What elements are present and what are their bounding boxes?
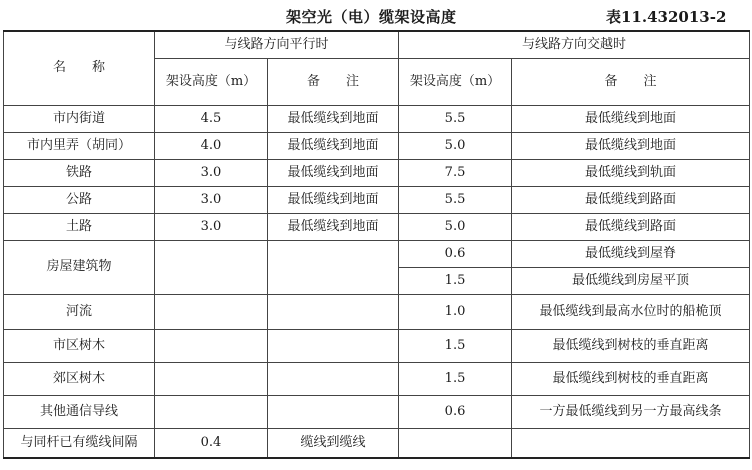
note-parallel: 最低缆线到地面: [268, 213, 399, 240]
header-note-parallel: 备 注: [268, 58, 399, 105]
note-parallel: [268, 240, 399, 294]
height-crossing: 1.5: [399, 329, 512, 362]
row-name: 市内街道: [4, 105, 155, 132]
height-parallel: [155, 240, 268, 294]
row-name: 市区树木: [4, 329, 155, 362]
height-parallel: [155, 329, 268, 362]
height-parallel: 3.0: [155, 213, 268, 240]
note-parallel: [268, 395, 399, 428]
height-crossing: 7.5: [399, 159, 512, 186]
height-crossing: 5.0: [399, 213, 512, 240]
row-name: 郊区树木: [4, 362, 155, 395]
row-name: 铁路: [4, 159, 155, 186]
header-note-crossing: 备 注: [512, 58, 750, 105]
height-crossing: [399, 428, 512, 458]
header-height-parallel: 架设高度（m）: [155, 58, 268, 105]
height-parallel: [155, 362, 268, 395]
header-height-crossing: 架设高度（m）: [399, 58, 512, 105]
height-crossing: 1.5: [399, 362, 512, 395]
table-row: [4, 362, 750, 395]
table-row: [4, 213, 750, 240]
height-crossing: 5.5: [399, 105, 512, 132]
table-row: [4, 240, 750, 267]
note-crossing: 最低缆线到地面: [512, 132, 750, 159]
height-crossing: 0.6: [399, 240, 512, 267]
note-crossing: 最低缆线到树枝的垂直距离: [512, 329, 750, 362]
note-crossing: 最低缆线到地面: [512, 105, 750, 132]
note-parallel: 最低缆线到地面: [268, 132, 399, 159]
table-row: [4, 186, 750, 213]
note-parallel: 缆线到缆线: [268, 428, 399, 458]
title-bar: [0, 4, 752, 26]
note-crossing: 最低缆线到房屋平顶: [512, 267, 750, 294]
row-name: 其他通信导线: [4, 395, 155, 428]
height-crossing: 1.0: [399, 294, 512, 329]
row-name: 土路: [4, 213, 155, 240]
note-crossing: 最低缆线到树枝的垂直距离: [512, 362, 750, 395]
table-title: 架空光（电）缆架设高度: [286, 8, 457, 26]
height-parallel: 3.0: [155, 186, 268, 213]
note-crossing: 最低缆线到屋脊: [512, 240, 750, 267]
table-code: 表11.432013-2: [606, 8, 727, 26]
note-crossing: [512, 428, 750, 458]
header-name: 名 称: [4, 31, 155, 105]
table-row: [4, 428, 750, 458]
table-row: [4, 105, 750, 132]
height-parallel: 3.0: [155, 159, 268, 186]
row-name: 与同杆已有缆线间隔: [4, 428, 155, 458]
row-name: 房屋建筑物: [4, 240, 155, 294]
note-parallel: 最低缆线到地面: [268, 105, 399, 132]
height-parallel: 4.5: [155, 105, 268, 132]
note-parallel: [268, 362, 399, 395]
height-parallel: 4.0: [155, 132, 268, 159]
table-row: [4, 294, 750, 329]
note-parallel: [268, 294, 399, 329]
note-crossing: 最低缆线到路面: [512, 186, 750, 213]
header-parallel: 与线路方向平行时: [155, 31, 399, 58]
height-crossing: 5.0: [399, 132, 512, 159]
table-row: [4, 395, 750, 428]
row-name: 公路: [4, 186, 155, 213]
height-crossing: 1.5: [399, 267, 512, 294]
note-crossing: 最低缆线到最高水位时的船桅顶: [512, 294, 750, 329]
table-row: [4, 132, 750, 159]
note-parallel: 最低缆线到地面: [268, 186, 399, 213]
height-table: [3, 30, 750, 459]
height-crossing: 0.6: [399, 395, 512, 428]
row-name: 河流: [4, 294, 155, 329]
table-row: [4, 159, 750, 186]
table-row: [4, 329, 750, 362]
header-crossing: 与线路方向交越时: [399, 31, 750, 58]
height-parallel: [155, 395, 268, 428]
note-crossing: 最低缆线到路面: [512, 213, 750, 240]
note-parallel: [268, 329, 399, 362]
height-crossing: 5.5: [399, 186, 512, 213]
note-crossing: 最低缆线到轨面: [512, 159, 750, 186]
note-crossing: 一方最低缆线到另一方最高线条: [512, 395, 750, 428]
note-parallel: 最低缆线到地面: [268, 159, 399, 186]
height-parallel: [155, 294, 268, 329]
row-name: 市内里弄（胡同）: [4, 132, 155, 159]
height-parallel: 0.4: [155, 428, 268, 458]
